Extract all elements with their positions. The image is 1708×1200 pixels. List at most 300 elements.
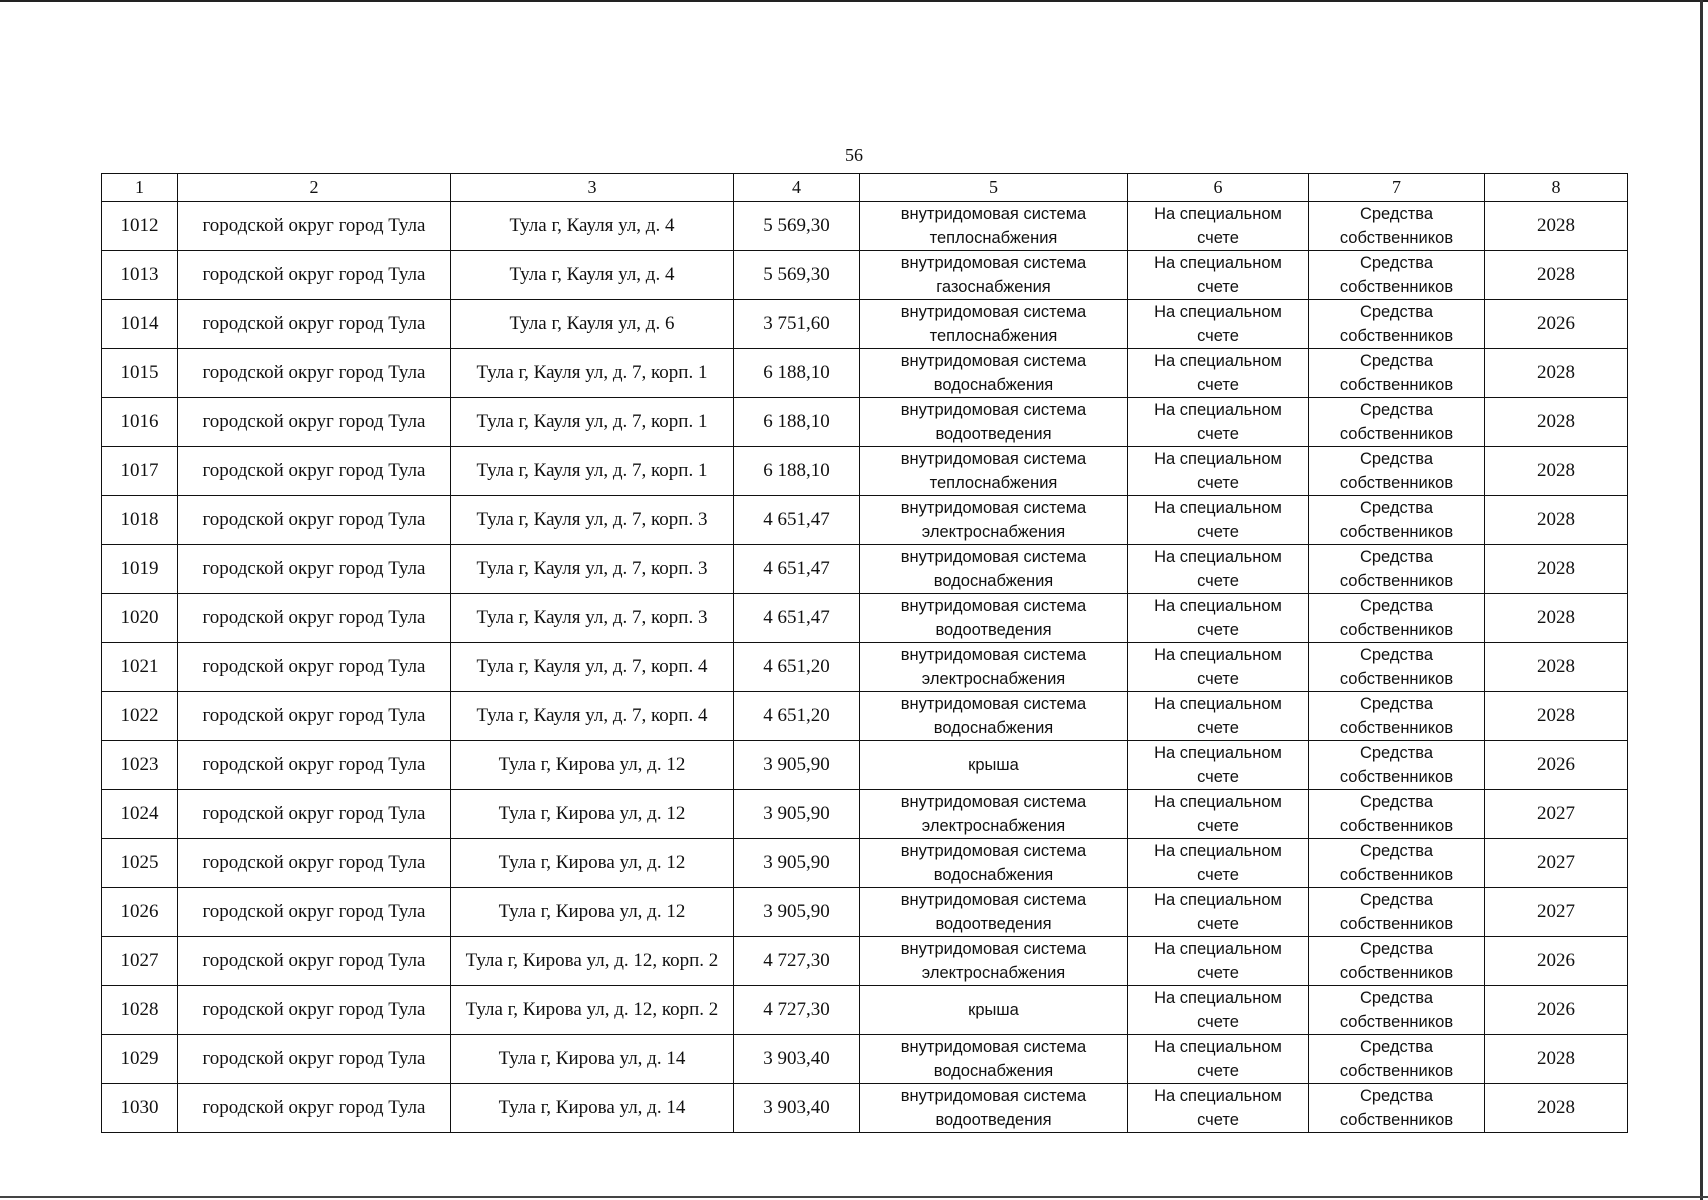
account-line-1: На специальном xyxy=(1154,401,1282,419)
account-line-2: счете xyxy=(1197,572,1239,590)
cell-funds xyxy=(1309,349,1485,398)
account-line-2: счете xyxy=(1197,229,1239,247)
system-line-1: внутридомовая система xyxy=(900,793,1087,811)
account-line-2: счете xyxy=(1197,1013,1239,1031)
system-line-1: внутридомовая система xyxy=(900,842,1087,860)
system-line-2: водоотведения xyxy=(935,915,1052,933)
cell-system xyxy=(860,741,1128,790)
table-row xyxy=(102,398,1628,447)
table-row xyxy=(102,349,1628,398)
cell-number xyxy=(102,692,178,741)
cell-number xyxy=(102,349,178,398)
funds-line-1: Средства xyxy=(1359,940,1434,958)
cell-account xyxy=(1128,937,1309,986)
account-line-2: счете xyxy=(1197,670,1239,688)
account-line-1: На специальном xyxy=(1154,205,1282,223)
system-line-1: внутридомовая система xyxy=(900,695,1087,713)
row-number: 1028 xyxy=(120,999,159,1020)
account-line-1: На специальном xyxy=(1154,1087,1282,1105)
cell-district xyxy=(178,888,451,937)
address-text: Тула г, Кауля ул, д. 7, корп. 3 xyxy=(476,607,708,628)
account-line-2: счете xyxy=(1197,1062,1239,1080)
account-line-1: На специальном xyxy=(1154,646,1282,664)
account-line-2: счете xyxy=(1197,915,1239,933)
cell-system xyxy=(860,300,1128,349)
account-line-2: счете xyxy=(1197,719,1239,737)
cell-year xyxy=(1485,937,1628,986)
row-number: 1020 xyxy=(120,607,159,628)
funds-line-2: собственников xyxy=(1339,719,1454,737)
cell-district xyxy=(178,937,451,986)
funds-line-2: собственников xyxy=(1339,425,1454,443)
cell-address xyxy=(451,1084,734,1133)
table-row xyxy=(102,1084,1628,1133)
table-row xyxy=(102,594,1628,643)
cell-number xyxy=(102,1035,178,1084)
cell-account xyxy=(1128,888,1309,937)
year-value: 2027 xyxy=(1537,803,1575,824)
top-scan-border xyxy=(0,0,1708,2)
cell-number xyxy=(102,594,178,643)
cell-year xyxy=(1485,202,1628,251)
cell-area xyxy=(734,937,860,986)
cell-year xyxy=(1485,496,1628,545)
cell-funds xyxy=(1309,251,1485,300)
address-text: Тула г, Кауля ул, д. 7, корп. 4 xyxy=(476,656,708,677)
area-value: 4 651,20 xyxy=(763,656,830,677)
address-text: Тула г, Кирова ул, д. 12 xyxy=(498,852,686,873)
area-value: 4 727,30 xyxy=(763,999,830,1020)
page-number: 56 xyxy=(845,145,863,165)
funds-line-2: собственников xyxy=(1339,474,1454,492)
cell-number xyxy=(102,937,178,986)
address-text: Тула г, Кирова ул, д. 12 xyxy=(498,901,686,922)
funds-line-1: Средства xyxy=(1359,989,1434,1007)
system-line-2: водоснабжения xyxy=(933,1062,1054,1080)
area-value: 4 651,47 xyxy=(763,607,830,628)
row-number: 1024 xyxy=(120,803,159,824)
table-row xyxy=(102,300,1628,349)
table-row xyxy=(102,545,1628,594)
area-value: 4 651,47 xyxy=(763,558,830,579)
cell-address xyxy=(451,986,734,1035)
row-number: 1017 xyxy=(120,460,159,481)
system-line-2: теплоснабжения xyxy=(929,229,1058,247)
cell-funds xyxy=(1309,1084,1485,1133)
cell-number xyxy=(102,643,178,692)
district-text: городской округ город Тула xyxy=(202,1097,426,1118)
cell-address xyxy=(451,839,734,888)
cell-address xyxy=(451,741,734,790)
system-line-1: внутридомовая система xyxy=(900,303,1087,321)
funds-line-2: собственников xyxy=(1339,621,1454,639)
cell-year xyxy=(1485,251,1628,300)
table-row xyxy=(102,692,1628,741)
cell-funds xyxy=(1309,986,1485,1035)
cell-funds xyxy=(1309,398,1485,447)
system-line-2: теплоснабжения xyxy=(929,474,1058,492)
year-value: 2028 xyxy=(1537,656,1575,677)
cell-system xyxy=(860,496,1128,545)
cell-area xyxy=(734,251,860,300)
row-number: 1012 xyxy=(120,215,159,236)
account-line-2: счете xyxy=(1197,278,1239,296)
address-text: Тула г, Кирова ул, д. 12, корп. 2 xyxy=(465,999,719,1020)
bottom-scan-border xyxy=(0,1196,1708,1198)
district-text: городской округ город Тула xyxy=(202,705,426,726)
account-line-2: счете xyxy=(1197,964,1239,982)
table-row xyxy=(102,643,1628,692)
cell-account xyxy=(1128,1084,1309,1133)
system-line-1: внутридомовая система xyxy=(900,891,1087,909)
cell-system xyxy=(860,986,1128,1035)
funds-line-2: собственников xyxy=(1339,1013,1454,1031)
cell-number xyxy=(102,741,178,790)
area-value: 3 903,40 xyxy=(763,1097,830,1118)
cell-account xyxy=(1128,986,1309,1035)
cell-year xyxy=(1485,839,1628,888)
cell-district xyxy=(178,545,451,594)
year-value: 2028 xyxy=(1537,509,1575,530)
funds-line-1: Средства xyxy=(1359,352,1434,370)
cell-year xyxy=(1485,349,1628,398)
address-text: Тула г, Кауля ул, д. 6 xyxy=(509,313,675,334)
funds-line-1: Средства xyxy=(1359,450,1434,468)
cell-system xyxy=(860,447,1128,496)
table-row xyxy=(102,888,1628,937)
area-value: 6 188,10 xyxy=(763,411,830,432)
account-line-2: счете xyxy=(1197,327,1239,345)
year-value: 2028 xyxy=(1537,607,1575,628)
system-line-1: внутридомовая система xyxy=(900,254,1087,272)
area-value: 3 905,90 xyxy=(763,901,830,922)
system-line-2: электроснабжения xyxy=(921,964,1066,982)
cell-address xyxy=(451,790,734,839)
funds-line-2: собственников xyxy=(1339,327,1454,345)
cell-area xyxy=(734,398,860,447)
table-row xyxy=(102,937,1628,986)
cell-system xyxy=(860,937,1128,986)
funds-line-2: собственников xyxy=(1339,768,1454,786)
cell-funds xyxy=(1309,643,1485,692)
system-line-2: водоснабжения xyxy=(933,866,1054,884)
cell-funds xyxy=(1309,790,1485,839)
cell-area xyxy=(734,594,860,643)
address-text: Тула г, Кауля ул, д. 7, корп. 4 xyxy=(476,705,708,726)
cell-number xyxy=(102,398,178,447)
cell-area xyxy=(734,1035,860,1084)
column-header-4: 4 xyxy=(734,174,860,202)
funds-line-2: собственников xyxy=(1339,1062,1454,1080)
cell-year xyxy=(1485,692,1628,741)
column-header-5: 5 xyxy=(860,174,1128,202)
row-number: 1029 xyxy=(120,1048,159,1069)
cell-account xyxy=(1128,839,1309,888)
funds-line-1: Средства xyxy=(1359,744,1434,762)
address-text: Тула г, Кауля ул, д. 4 xyxy=(509,215,675,236)
column-header-7: 7 xyxy=(1309,174,1485,202)
cell-district xyxy=(178,251,451,300)
cell-system xyxy=(860,839,1128,888)
cell-year xyxy=(1485,643,1628,692)
account-line-2: счете xyxy=(1197,768,1239,786)
row-number: 1019 xyxy=(120,558,159,579)
system-line-2: газоснабжения xyxy=(936,278,1051,296)
cell-year xyxy=(1485,741,1628,790)
account-line-1: На специальном xyxy=(1154,989,1282,1007)
address-text: Тула г, Кирова ул, д. 14 xyxy=(498,1097,686,1118)
district-text: городской округ город Тула xyxy=(202,999,426,1020)
cell-area xyxy=(734,839,860,888)
cell-area xyxy=(734,1084,860,1133)
cell-address xyxy=(451,545,734,594)
system-line-1: внутридомовая система xyxy=(900,401,1087,419)
district-text: городской округ город Тула xyxy=(202,509,426,530)
cell-account xyxy=(1128,398,1309,447)
row-number: 1021 xyxy=(120,656,159,677)
system-line-1: внутридомовая система xyxy=(900,499,1087,517)
funds-line-1: Средства xyxy=(1359,793,1434,811)
cell-year xyxy=(1485,888,1628,937)
area-value: 3 905,90 xyxy=(763,852,830,873)
funds-line-1: Средства xyxy=(1359,1038,1434,1056)
area-value: 3 905,90 xyxy=(763,803,830,824)
cell-system xyxy=(860,398,1128,447)
table-row xyxy=(102,202,1628,251)
funds-line-1: Средства xyxy=(1359,646,1434,664)
system-line-1: крыша xyxy=(968,1001,1019,1019)
cell-system xyxy=(860,692,1128,741)
row-number: 1023 xyxy=(120,754,159,775)
funds-line-2: собственников xyxy=(1339,1111,1454,1129)
cell-address xyxy=(451,594,734,643)
year-value: 2026 xyxy=(1537,313,1575,334)
account-line-2: счете xyxy=(1197,376,1239,394)
district-text: городской округ город Тула xyxy=(202,362,426,383)
district-text: городской округ город Тула xyxy=(202,852,426,873)
address-text: Тула г, Кирова ул, д. 12 xyxy=(498,754,686,775)
funds-line-1: Средства xyxy=(1359,499,1434,517)
table-row xyxy=(102,447,1628,496)
system-line-1: внутридомовая система xyxy=(900,450,1087,468)
system-line-2: водоснабжения xyxy=(933,376,1054,394)
table-row xyxy=(102,790,1628,839)
year-value: 2028 xyxy=(1537,362,1575,383)
district-text: городской округ город Тула xyxy=(202,313,426,334)
cell-funds xyxy=(1309,496,1485,545)
cell-account xyxy=(1128,594,1309,643)
cell-number xyxy=(102,202,178,251)
address-text: Тула г, Кауля ул, д. 7, корп. 3 xyxy=(476,509,708,530)
cell-funds xyxy=(1309,741,1485,790)
year-value: 2027 xyxy=(1537,901,1575,922)
area-value: 5 569,30 xyxy=(763,215,830,236)
address-text: Тула г, Кауля ул, д. 7, корп. 1 xyxy=(476,362,708,383)
area-value: 4 727,30 xyxy=(763,950,830,971)
cell-funds xyxy=(1309,300,1485,349)
cell-account xyxy=(1128,251,1309,300)
cell-year xyxy=(1485,986,1628,1035)
cell-number xyxy=(102,447,178,496)
system-line-1: внутридомовая система xyxy=(900,940,1087,958)
funds-line-1: Средства xyxy=(1359,205,1434,223)
row-number: 1015 xyxy=(120,362,159,383)
cell-area xyxy=(734,643,860,692)
cell-district xyxy=(178,790,451,839)
cell-area xyxy=(734,447,860,496)
cell-area xyxy=(734,349,860,398)
cell-area xyxy=(734,986,860,1035)
cell-year xyxy=(1485,790,1628,839)
account-line-2: счете xyxy=(1197,817,1239,835)
cell-address xyxy=(451,447,734,496)
row-number: 1022 xyxy=(120,705,159,726)
cell-year xyxy=(1485,447,1628,496)
area-value: 6 188,10 xyxy=(763,460,830,481)
cell-number xyxy=(102,1084,178,1133)
cell-account xyxy=(1128,545,1309,594)
column-header-1: 1 xyxy=(102,174,178,202)
cell-account xyxy=(1128,790,1309,839)
system-line-1: внутридомовая система xyxy=(900,205,1087,223)
right-scan-border xyxy=(1700,0,1703,1200)
funds-line-2: собственников xyxy=(1339,866,1454,884)
year-value: 2026 xyxy=(1537,999,1575,1020)
account-line-1: На специальном xyxy=(1154,940,1282,958)
cell-district xyxy=(178,839,451,888)
funds-line-1: Средства xyxy=(1359,891,1434,909)
area-value: 3 751,60 xyxy=(763,313,830,334)
funds-line-1: Средства xyxy=(1359,842,1434,860)
header-row xyxy=(102,174,1628,202)
cell-system xyxy=(860,1084,1128,1133)
cell-number xyxy=(102,251,178,300)
cell-area xyxy=(734,545,860,594)
cell-number xyxy=(102,545,178,594)
cell-system xyxy=(860,202,1128,251)
cell-year xyxy=(1485,545,1628,594)
year-value: 2028 xyxy=(1537,411,1575,432)
column-header-6: 6 xyxy=(1128,174,1309,202)
funds-line-1: Средства xyxy=(1359,548,1434,566)
district-text: городской округ город Тула xyxy=(202,901,426,922)
funds-line-2: собственников xyxy=(1339,964,1454,982)
account-line-2: счете xyxy=(1197,425,1239,443)
cell-number xyxy=(102,986,178,1035)
address-text: Тула г, Кауля ул, д. 7, корп. 1 xyxy=(476,411,708,432)
cell-number xyxy=(102,839,178,888)
account-line-1: На специальном xyxy=(1154,842,1282,860)
cell-system xyxy=(860,349,1128,398)
cell-account xyxy=(1128,692,1309,741)
cell-address xyxy=(451,692,734,741)
year-value: 2026 xyxy=(1537,950,1575,971)
system-line-1: внутридомовая система xyxy=(900,548,1087,566)
year-value: 2028 xyxy=(1537,558,1575,579)
district-text: городской округ город Тула xyxy=(202,460,426,481)
account-line-2: счете xyxy=(1197,1111,1239,1129)
column-header-2: 2 xyxy=(178,174,451,202)
cell-number xyxy=(102,790,178,839)
cell-district xyxy=(178,594,451,643)
cell-account xyxy=(1128,202,1309,251)
account-line-2: счете xyxy=(1197,621,1239,639)
funds-line-2: собственников xyxy=(1339,817,1454,835)
cell-system xyxy=(860,1035,1128,1084)
funds-line-2: собственников xyxy=(1339,523,1454,541)
cell-system xyxy=(860,643,1128,692)
system-line-1: внутридомовая система xyxy=(900,597,1087,615)
row-number: 1013 xyxy=(120,264,159,285)
table-row xyxy=(102,251,1628,300)
address-text: Тула г, Кирова ул, д. 14 xyxy=(498,1048,686,1069)
cell-account xyxy=(1128,1035,1309,1084)
cell-system xyxy=(860,888,1128,937)
area-value: 4 651,20 xyxy=(763,705,830,726)
account-line-1: На специальном xyxy=(1154,1038,1282,1056)
funds-line-2: собственников xyxy=(1339,915,1454,933)
cell-year xyxy=(1485,1084,1628,1133)
cell-area xyxy=(734,790,860,839)
cell-area xyxy=(734,692,860,741)
column-header-3: 3 xyxy=(451,174,734,202)
funds-line-1: Средства xyxy=(1359,303,1434,321)
area-value: 3 903,40 xyxy=(763,1048,830,1069)
funds-line-2: собственников xyxy=(1339,229,1454,247)
account-line-1: На специальном xyxy=(1154,450,1282,468)
year-value: 2028 xyxy=(1537,1097,1575,1118)
year-value: 2028 xyxy=(1537,215,1575,236)
table-row xyxy=(102,986,1628,1035)
year-value: 2027 xyxy=(1537,852,1575,873)
district-text: городской округ город Тула xyxy=(202,411,426,432)
account-line-2: счете xyxy=(1197,866,1239,884)
system-line-1: внутридомовая система xyxy=(900,1087,1087,1105)
cell-address xyxy=(451,202,734,251)
cell-district xyxy=(178,300,451,349)
table-row xyxy=(102,741,1628,790)
row-number: 1018 xyxy=(120,509,159,530)
cell-funds xyxy=(1309,839,1485,888)
cell-number xyxy=(102,888,178,937)
area-value: 3 905,90 xyxy=(763,754,830,775)
account-line-1: На специальном xyxy=(1154,695,1282,713)
table-body xyxy=(102,202,1628,1133)
funds-line-2: собственников xyxy=(1339,670,1454,688)
table-row xyxy=(102,1035,1628,1084)
cell-funds xyxy=(1309,692,1485,741)
funds-line-2: собственников xyxy=(1339,572,1454,590)
cell-funds xyxy=(1309,594,1485,643)
funds-line-1: Средства xyxy=(1359,695,1434,713)
cell-address xyxy=(451,643,734,692)
row-number: 1027 xyxy=(120,950,159,971)
account-line-1: На специальном xyxy=(1154,254,1282,272)
account-line-1: На специальном xyxy=(1154,744,1282,762)
cell-funds xyxy=(1309,937,1485,986)
cell-funds xyxy=(1309,202,1485,251)
cell-account xyxy=(1128,300,1309,349)
funds-line-1: Средства xyxy=(1359,1087,1434,1105)
system-line-2: водоотведения xyxy=(935,1111,1052,1129)
cell-address xyxy=(451,251,734,300)
year-value: 2028 xyxy=(1537,1048,1575,1069)
cell-district xyxy=(178,202,451,251)
cell-address xyxy=(451,888,734,937)
district-text: городской округ город Тула xyxy=(202,607,426,628)
cell-funds xyxy=(1309,545,1485,594)
column-header-8: 8 xyxy=(1485,174,1628,202)
